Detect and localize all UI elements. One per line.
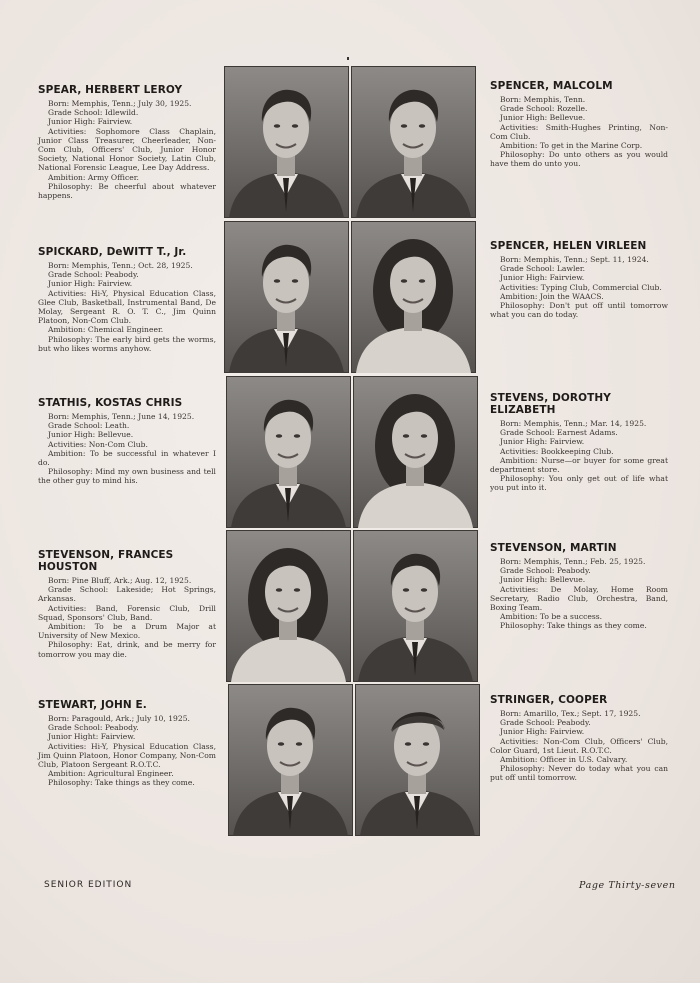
student-detail-line: Born: Pine Bluff, Ark.; Aug. 12, 1925. [48,576,192,585]
student-detail-line: Philosophy: Take things as they come. [500,621,647,631]
student-detail-line: Philosophy: You only get out of life what you put into it. [490,474,668,493]
student-detail-line: Grade School: Peabody. [48,723,139,733]
student-entry-stevens [490,392,668,493]
student-detail-line: Activities: Band, Forensic Club, Drill Squad, Sponsors' Club, Band. [38,603,216,622]
student-name: SPENCER, HELEN VIRLEEN [490,240,647,252]
student-entry-spickard [38,246,216,353]
student-name: STEVENSON, MARTIN [490,542,617,554]
student-detail-line: Ambition: To be a success. [500,612,603,622]
student-detail-line: Activities: Typing Club, Commercial Club. [500,282,662,292]
student-detail-line: Grade School: Rozelle. [500,104,588,114]
student-entry-stringer [490,694,668,783]
student-detail-line: Grade School: Peabody. [500,566,591,576]
student-detail-line: Philosophy: Eat, drink, and be merry for tomorrow you may die. [38,640,216,659]
student-entry-stevenson-frances [38,549,216,659]
student-detail-line: Philosophy: Do unto others as you would have them do unto you. [490,150,668,169]
student-name: STRINGER, COOPER [490,694,608,706]
footer-page-number: Page Thirty-seven [579,880,676,891]
student-detail-line: Activities: De Molay, Home Room Secretary, Radio Club, Orchestra, Band, Boxing Team. [490,584,668,613]
student-entry-stewart [38,699,216,788]
student-detail-line: Ambition: Chemical Engineer. [48,325,164,335]
student-detail-line: Born: Memphis, Tenn.; June 14, 1925. [48,412,195,421]
student-detail-line: Philosophy: Don't put off until tomorrow what you can do today. [490,301,668,320]
student-detail-line: Born: Memphis, Tenn.; Sept. 11, 1924. [500,255,649,264]
student-name: SPENCER, MALCOLM [490,80,613,92]
student-detail-line: Activities: Hi-Y, Physical Education Class, Jim Quinn Platoon, Honor Company, Non-Com Club, Platoon Sergeant R.O.T.C. [38,741,216,770]
student-detail-line: Born: Paragould, Ark.; July 10, 1925. [48,714,190,723]
student-detail-line: Ambition: To get in the Marine Corp. [500,141,643,151]
portrait-photo [351,221,476,373]
student-name: STEWART, JOHN E. [38,699,147,711]
student-detail-line: Born: Memphis, Tenn. [500,95,586,104]
student-detail-line: Grade School: Idlewild. [48,108,139,118]
student-name: STEVENSON, FRANCES HOUSTON [38,549,174,573]
student-detail-line: Ambition: Agricultural Engineer. [48,769,174,779]
student-entry-spencer-malcolm [490,80,668,169]
student-detail-line: Activities: Smith-Hughes Printing, Non-Com Club. [490,122,668,141]
student-name: SPICKARD, DeWITT T., Jr. [38,246,187,258]
student-detail-line: Grade School: Lawler. [500,264,586,274]
student-detail-line: Philosophy: The early bird gets the worms, but who likes worms anyhow. [38,334,216,353]
student-detail-line: Ambition: Army Officer. [48,172,139,182]
student-detail-line: Ambition: Officer in U.S. Calvary. [500,755,628,765]
student-detail-line: Ambition: To be a Drum Major at University of New Mexico. [38,622,216,641]
portrait-photo [228,684,353,836]
student-detail-line: Junior High: Bellevue. [500,575,586,585]
student-detail-line: Junior High: Fairview. [48,117,133,127]
student-detail-line: Activities: Sophomore Class Chaplain, Junior Class Treasurer, Cheerleader, Non-Com Club, Officers' Club, Junior Honor Society, National Honor Society, Latin Club, National Forensic League, Lee Day Address. [38,126,216,173]
student-detail-line: Grade School: Leath. [48,421,130,431]
student-name: STATHIS, KOSTAS CHRIS [38,397,183,409]
student-detail-line: Born: Memphis, Tenn.; July 30, 1925. [48,99,192,108]
portrait-grid [222,66,480,836]
student-detail-line: Philosophy: Take things as they come. [48,778,195,788]
portrait-photo [351,66,476,218]
student-detail-line: Junior High: Fairview. [48,279,133,289]
student-detail-line: Ambition: Nurse—or buyer for some great department store. [490,455,668,475]
portrait-photo [226,376,351,528]
footer-edition: SENIOR EDITION [44,880,133,890]
student-detail-line: Ambition: Join the WAACS. [500,291,604,301]
student-detail-line: Ambition: To be successful in whatever I do. [38,448,216,468]
portrait-photo [355,684,480,836]
student-detail-line: Born: Memphis, Tenn.; Mar. 14, 1925. [500,419,647,428]
student-detail-line: Junior High: Fairview. [500,437,585,447]
student-entry-stevenson-martin [490,542,668,631]
student-detail-line: Grade School: Earnest Adams. [500,428,618,438]
student-detail-line: Activities: Hi-Y, Physical Education Class, Glee Club, Basketball, Instrumental Band, De Molay, Sergeant R. O. T. C., Jim Quinn Platoon, Non-Com Club. [38,288,216,326]
portrait-photo [353,530,478,682]
student-entry-stathis [38,397,216,486]
student-detail-line: Philosophy: Mind my own business and tell the other guy to mind his. [38,467,216,486]
student-detail-line: Grade School: Peabody. [500,718,591,728]
student-name: STEVENS, DOROTHY ELIZABETH [490,392,611,416]
student-detail-line: Junior High: Fairview. [500,273,585,283]
portrait-photo [224,221,349,373]
student-detail-line: Born: Memphis, Tenn.; Feb. 25, 1925. [500,557,646,566]
student-detail-line: Junior High: Bellevue. [48,430,134,440]
portrait-photo [226,530,351,682]
student-entry-spear [38,84,216,200]
portrait-photo [353,376,478,528]
student-name: SPEAR, HERBERT LEROY [38,84,183,96]
student-detail-line: Junior High: Fairview. [500,727,585,737]
student-detail-line: Philosophy: Never do today what you can put off until tomorrow. [490,764,668,783]
student-detail-line: Junior High: Bellevue. [500,113,586,123]
student-detail-line: Junior Hight: Fairview. [48,732,136,742]
student-detail-line: Born: Amarillo, Tex.; Sept. 17, 1925. [500,709,641,718]
student-entry-spencer-helen [490,240,668,319]
student-detail-line: Grade School: Lakeside; Hot Springs, Arkansas. [38,585,216,604]
student-detail-line: Grade School: Peabody. [48,270,139,280]
portrait-photo [224,66,349,218]
student-detail-line: Activities: Non-Com Club, Officers' Club, Color Guard, 1st Lieut. R.O.T.C. [490,736,668,755]
ink-speck [347,57,349,60]
student-detail-line: Activities: Non-Com Club. [48,439,148,449]
student-detail-line: Born: Memphis, Tenn.; Oct. 28, 1925. [48,261,193,270]
student-detail-line: Philosophy: Be cheerful about whatever happens. [38,181,216,201]
student-detail-line: Activities: Bookkeeping Club. [500,446,614,456]
